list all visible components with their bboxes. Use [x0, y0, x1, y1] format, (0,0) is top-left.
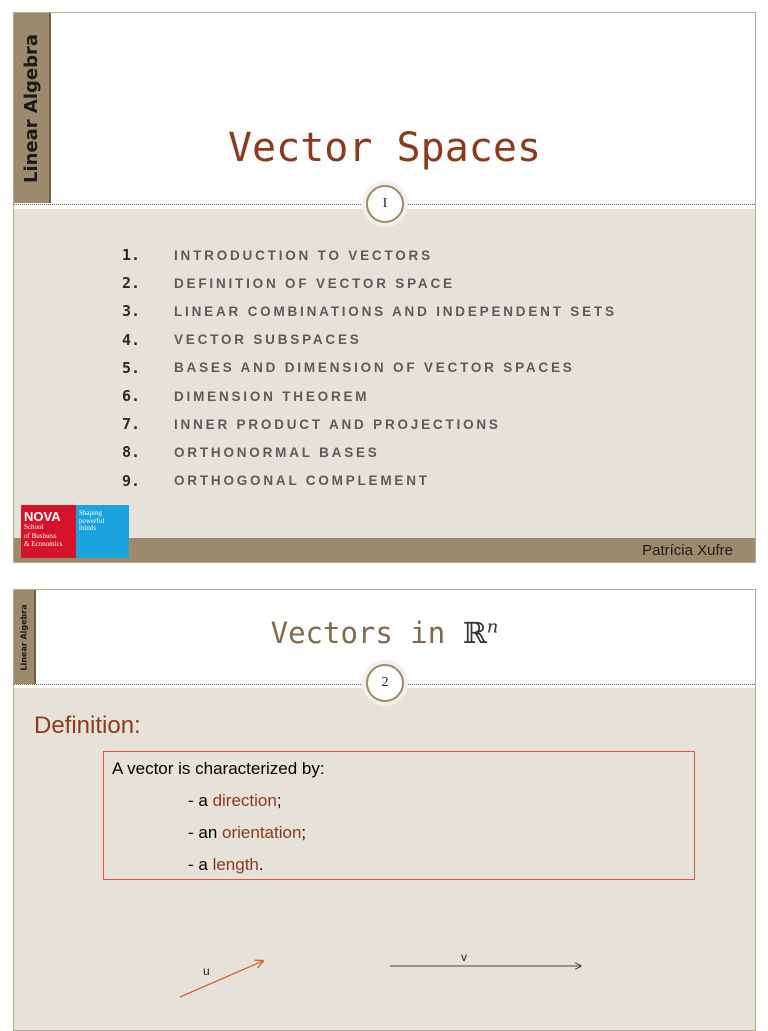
toc-text: INTRODUCTION TO VECTORS — [174, 247, 433, 263]
side-tab — [14, 13, 51, 203]
toc-number: 4. — [122, 330, 141, 349]
definition-heading: Definition: — [34, 712, 141, 739]
toc-item — [122, 438, 617, 466]
toc-item — [122, 354, 617, 382]
item-suffix: ; — [276, 791, 282, 810]
vector-diagram — [14, 910, 755, 1030]
definition-box — [103, 751, 695, 880]
slide-number-badge: I — [366, 185, 404, 223]
title-symbol: ℝ — [462, 616, 487, 650]
logo-subtitle-line: School — [24, 523, 44, 531]
item-keyword: orientation — [222, 823, 302, 842]
definition-item — [188, 791, 282, 811]
toc-text: VECTOR SUBSPACES — [174, 332, 362, 348]
toc-text: LINEAR COMBINATIONS AND INDEPENDENT SETS — [174, 303, 617, 319]
nova-logo — [21, 505, 131, 558]
logo-blue-block — [76, 505, 129, 558]
toc-item — [122, 241, 617, 269]
toc-text: BASES AND DIMENSION OF VECTOR SPACES — [174, 360, 575, 376]
toc-item — [122, 410, 617, 438]
toc-text: ORTHONORMAL BASES — [174, 444, 380, 460]
side-tab-label: Linear Algebra — [21, 33, 42, 183]
toc-item — [122, 297, 617, 325]
toc-item — [122, 269, 617, 297]
vector-v-label: v — [461, 950, 467, 964]
slide-number-badge: 2 — [366, 664, 404, 702]
toc-text: DIMENSION THEOREM — [174, 388, 370, 404]
item-prefix: - a — [188, 855, 213, 874]
logo-subtitle-line: of Business — [24, 531, 57, 540]
toc-item — [122, 326, 617, 354]
author-name: Patrícia Xufre — [642, 542, 733, 559]
toc-number: 5. — [122, 358, 141, 377]
definition-item — [188, 855, 264, 875]
slide-2 — [13, 589, 756, 1031]
table-of-contents — [122, 241, 617, 495]
logo-tagline-line: minds — [79, 524, 97, 532]
vector-u-arrow — [180, 961, 263, 997]
item-prefix: - a — [188, 791, 213, 810]
definition-intro: A vector is characterized by: — [112, 759, 325, 778]
logo-name: NOVA — [24, 509, 61, 524]
item-suffix: . — [258, 855, 264, 874]
logo-tagline-line: powerful — [79, 516, 105, 525]
toc-number: 9. — [122, 471, 141, 490]
slide-title: Vector Spaces — [227, 125, 542, 171]
toc-item — [122, 467, 617, 495]
vector-u-label: u — [203, 964, 210, 978]
slide-title — [14, 616, 755, 650]
item-keyword: direction — [212, 791, 277, 810]
item-keyword: length — [212, 855, 259, 874]
title-text: Vectors in — [270, 616, 446, 650]
item-prefix: - an — [188, 823, 223, 842]
toc-number: 3. — [122, 302, 141, 321]
logo-red-block — [21, 505, 76, 558]
toc-number: 7. — [122, 415, 141, 434]
toc-text: INNER PRODUCT AND PROJECTIONS — [174, 416, 501, 432]
logo-tagline-line: Shaping — [79, 509, 102, 517]
item-suffix: ; — [301, 823, 307, 842]
toc-number: 1. — [122, 246, 141, 265]
toc-text: ORTHOGONAL COMPLEMENT — [174, 473, 430, 489]
toc-text: DEFINITION OF VECTOR SPACE — [174, 275, 455, 291]
toc-number: 8. — [122, 443, 141, 462]
title-exponent: n — [486, 616, 499, 638]
toc-item — [122, 382, 617, 410]
slide-1 — [13, 12, 756, 563]
logo-subtitle-line: & Economics — [24, 540, 63, 548]
toc-number: 2. — [122, 274, 141, 293]
toc-number: 6. — [122, 387, 141, 406]
definition-item — [188, 823, 306, 843]
side-tab-label: Linear Algebra — [19, 603, 29, 671]
